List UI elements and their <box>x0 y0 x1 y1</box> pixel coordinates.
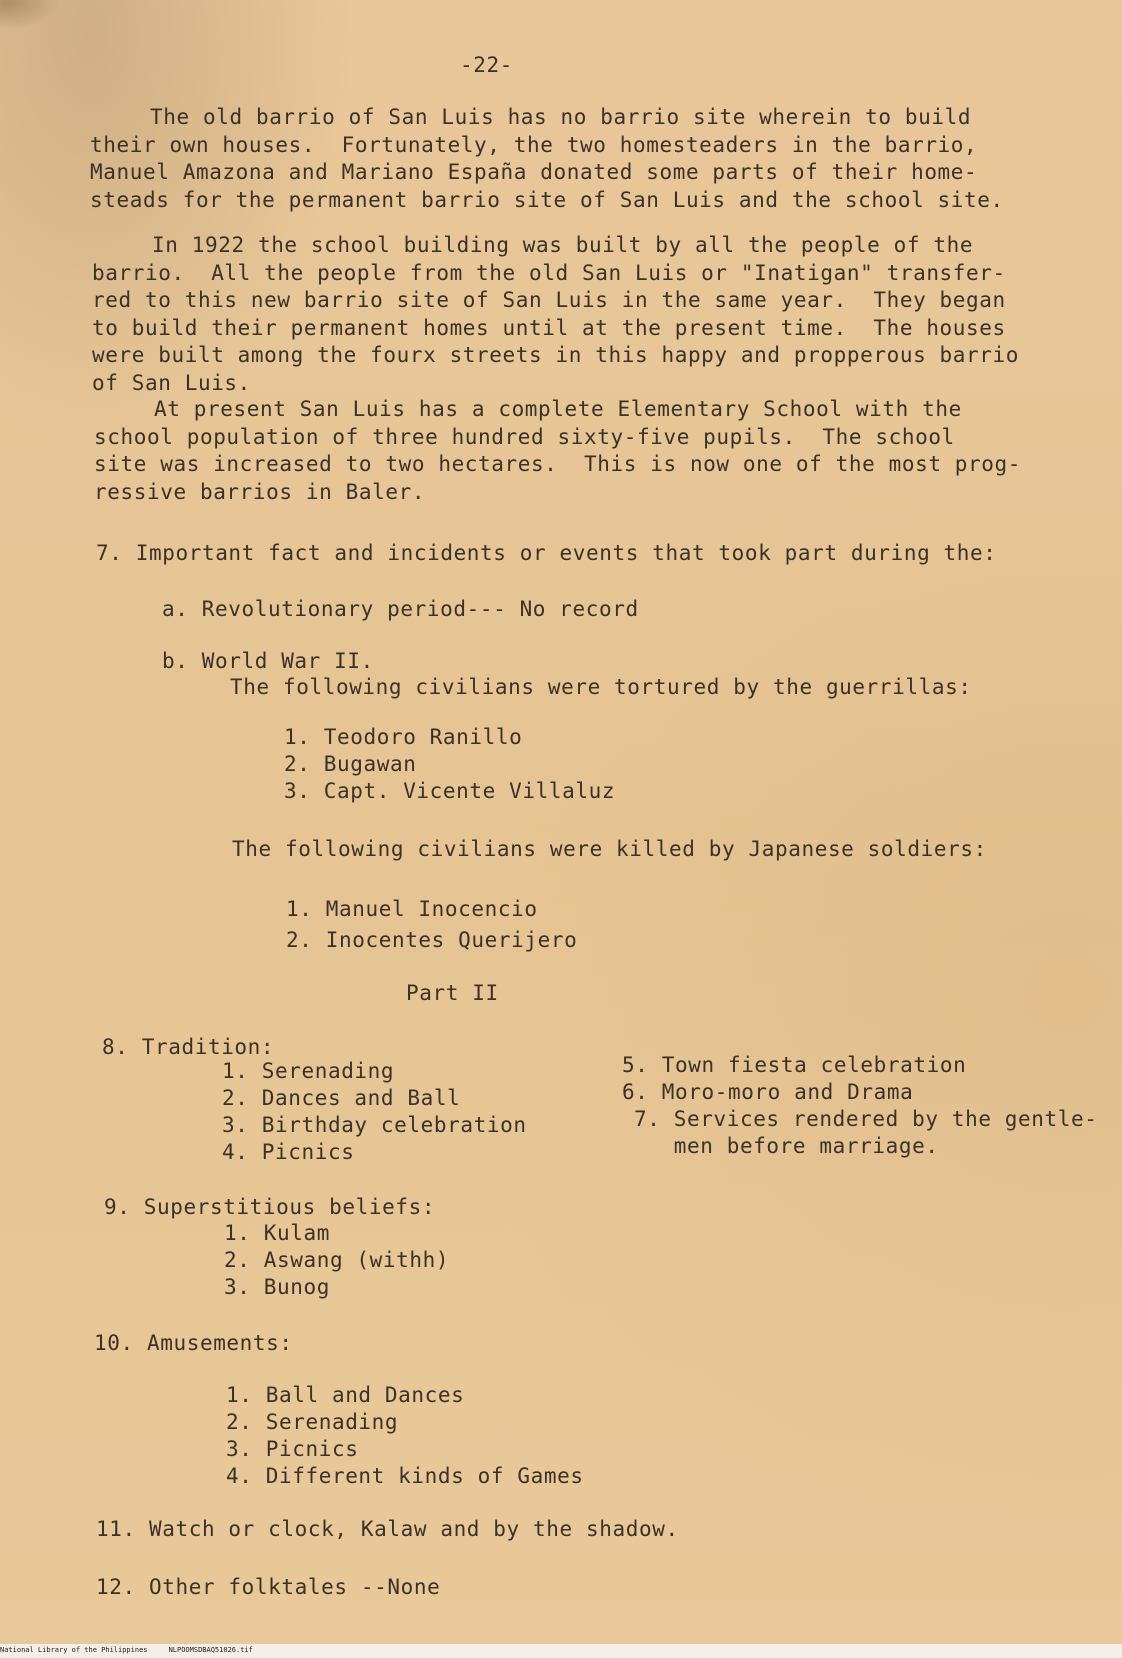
list-item: 3. Birthday celebration <box>222 1113 527 1137</box>
list-item: 3. Bunog <box>224 1275 330 1299</box>
paragraph-line: red to this new barrio site of San Luis in the same year. They began <box>92 288 1006 312</box>
list-item: 2. Dances and Ball <box>222 1086 461 1110</box>
list-item: 2. Aswang (withh) <box>224 1248 450 1272</box>
paragraph-line: In 1922 the school building was built by all the people of the <box>152 233 974 257</box>
paragraph-line: to build their permanent homes until at the present time. The houses <box>92 315 1006 340</box>
killed-list <box>286 894 577 956</box>
item-7b: b. World War II. <box>162 649 374 673</box>
list-item: 1. Teodoro Ranillo <box>284 725 523 749</box>
list-item: 5. Town fiesta celebration <box>622 1053 967 1077</box>
paragraph-line: barrio. All the people from the old San Luis or "Inatigan" transfer- <box>92 260 1006 285</box>
list-item: 4. Different kinds of Games <box>226 1464 584 1488</box>
paragraph-line: At present San Luis has a complete Elementary School with the <box>154 397 962 421</box>
paragraph-line: The old barrio of San Luis has no barrio site wherein to build <box>150 105 972 129</box>
list-item: 1. Ball and Dances <box>226 1383 465 1407</box>
paragraph-line: site was increased to two hectares. This is now one of the most prog- <box>94 452 1022 476</box>
list-item: 2. Inocentes Querijero <box>286 928 578 952</box>
paragraph-line: ressive barrios in Baler. <box>94 479 426 504</box>
list-item: 7. Services rendered by the gentle- <box>634 1107 1098 1131</box>
scan-footer-text: National Library of the Philippines NLPOOMSDBAQ51026.tif <box>0 1646 253 1654</box>
list-item: 6. Moro-moro and Drama <box>622 1080 914 1104</box>
intro-paragraph-3 <box>94 396 1021 506</box>
list-item: 1. Kulam <box>224 1221 330 1245</box>
item-11: 11. Watch or clock, Kalaw and by the shadow. <box>96 1517 679 1541</box>
killed-intro: The following civilians were killed by Japanese soldiers: <box>232 837 987 861</box>
amusements-list <box>226 1382 584 1490</box>
paragraph-line: of San Luis. <box>92 370 251 395</box>
paragraph-line: were built among the fourx streets in this happy and propperous barrio <box>92 343 1020 367</box>
paragraph-line: steads for the permanent barrio site of San Luis and the school site. <box>90 187 1004 212</box>
part-title: Part II <box>406 981 499 1005</box>
paragraph-line: their own houses. Fortunately, the two homesteaders in the barrio, <box>90 132 978 157</box>
tortured-intro: The following civilians were tortured by the guerrillas: <box>230 675 972 699</box>
item-7-heading: 7. Important fact and incidents or events that took part during the: <box>96 541 997 565</box>
intro-paragraph-1 <box>90 104 1004 214</box>
paragraph-line: school population of three hundred sixty-five pupils. The school <box>94 424 955 449</box>
tradition-list-right <box>622 1052 1098 1160</box>
item-9-heading: 9. Superstitious beliefs: <box>104 1195 436 1219</box>
item-8-heading: 8. Tradition: <box>102 1035 275 1059</box>
list-item: 2. Bugawan <box>284 752 417 776</box>
list-item: 4. Picnics <box>222 1140 355 1164</box>
item-12: 12. Other folktales --None <box>96 1575 441 1599</box>
item-7a: a. Revolutionary period--- No record <box>162 597 639 621</box>
superstitions-list <box>224 1220 449 1301</box>
tortured-list <box>284 724 615 805</box>
intro-paragraph-2 <box>92 232 1019 397</box>
list-item: 2. Serenading <box>226 1410 399 1434</box>
item-10-heading: 10. Amusements: <box>94 1331 293 1355</box>
list-item: 3. Capt. Vicente Villaluz <box>284 779 616 803</box>
list-item: 3. Picnics <box>226 1437 359 1461</box>
paragraph-line: Manuel Amazona and Mariano España donated some parts of their home- <box>90 160 978 184</box>
list-item: 1. Serenading <box>222 1059 395 1083</box>
page-number: -22- <box>460 53 513 77</box>
corner-stain <box>0 0 60 30</box>
list-item: men before marriage. <box>634 1134 939 1158</box>
tradition-list-left <box>222 1058 527 1166</box>
list-item: 1. Manuel Inocencio <box>286 897 538 921</box>
